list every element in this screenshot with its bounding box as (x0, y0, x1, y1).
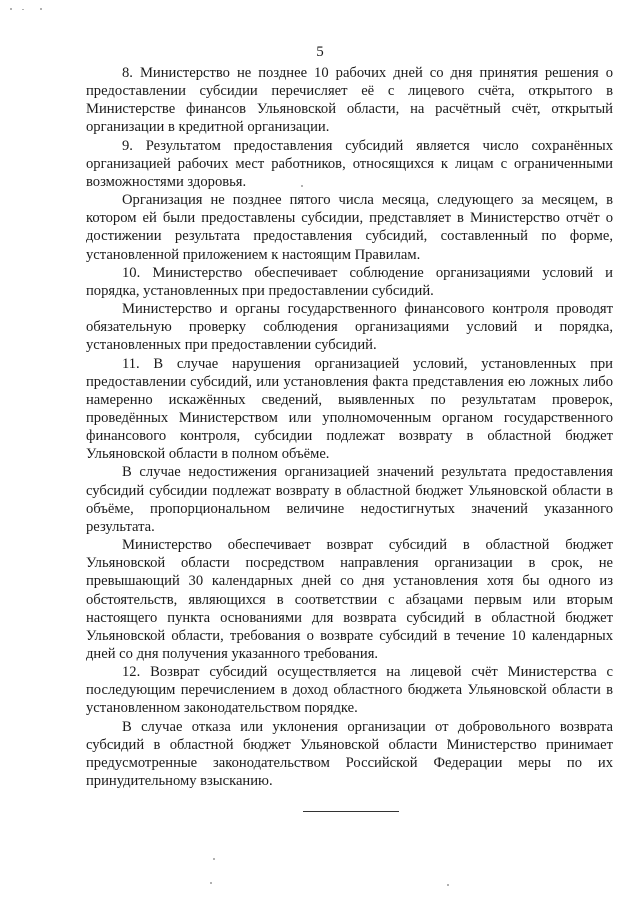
page-number: 5 (316, 44, 324, 60)
scan-speck (40, 8, 42, 10)
scan-speck (213, 858, 215, 860)
paragraph-8: 8. Министерство не позднее 10 рабочих дней со дня принятия решения о предоставлении субсидии перечисляет её с лицевого счёта, открытого в Министерстве финансов Ульяновской области, на расчётный счёт, открытый организации в кредитной организации. (86, 65, 613, 136)
scan-speck (210, 882, 212, 884)
document-body (86, 64, 613, 790)
end-divider-line (303, 811, 399, 812)
scan-speck (22, 9, 24, 10)
paragraph-11-return: Министерство обеспечивает возврат субсидий в областной бюджет Ульяновской области посредством направления организации в срок, не превышающий 30 календарных дней со дня установления хотя бы одного из обстоятельств, являющихся в соответствии с абзацами первым или вторым настоящего пункта основаниями для возврата субсидий в областной бюджет Ульяновской области, требования о возврате субсидий в течение 10 календарных дней со дня получения указанного требования. (86, 537, 613, 662)
paragraph-9: 9. Результатом предоставления субсидий является число сохранённых организацией рабочих мест работников, относящихся к лицам с ограниченными возможностями здоровья. (86, 137, 613, 190)
paragraph-11: 11. В случае нарушения организацией условий, установленных при предоставлении субсидий, или установления факта представления ею ложных либо намеренно искажённых сведений, выявленных по результатам проверок, проведённых Министерством или уполномоченным органом государственного финансового контроля, субсидии подлежат возврату в областной бюджет Ульяновской области в полном объёме. (86, 355, 613, 463)
scan-speck (10, 8, 12, 10)
scan-speck (447, 884, 449, 886)
scan-speck (301, 185, 303, 187)
paragraph-12: 12. Возврат субсидий осуществляется на лицевой счёт Министерства с последующим перечислением в доход областного бюджета Ульяновской области в установленном законодательством порядке. (86, 664, 613, 717)
paragraph-9-report: Организация не позднее пятого числа месяца, следующего за месяцем, в котором ей были предоставлены субсидии, представляет в Министерство отчёт о достижении результата предоставления субсидий, составленный по форме, установленной приложением к настоящим Правилам. (86, 192, 613, 263)
paragraph-11-shortfall: В случае недостижения организацией значений результата предоставления субсидий субсидии подлежат возврату в областной бюджет Ульяновской области в объёме, пропорциональном величине недостигнутых значений указанного результата. (86, 464, 613, 535)
paragraph-12-refusal: В случае отказа или уклонения организации от добровольного возврата субсидий в областной бюджет Ульяновской области Министерство принимает предусмотренные законодательством Российской Федерации меры по их принудительному взысканию. (86, 718, 613, 790)
paragraph-10-control: Министерство и органы государственного финансового контроля проводят обязательную проверку соблюдения организациями условий и порядка, установленных при предоставлении субсидий. (86, 301, 613, 354)
paragraph-10: 10. Министерство обеспечивает соблюдение организациями условий и порядка, установленных при предоставлении субсидий. (86, 264, 613, 299)
